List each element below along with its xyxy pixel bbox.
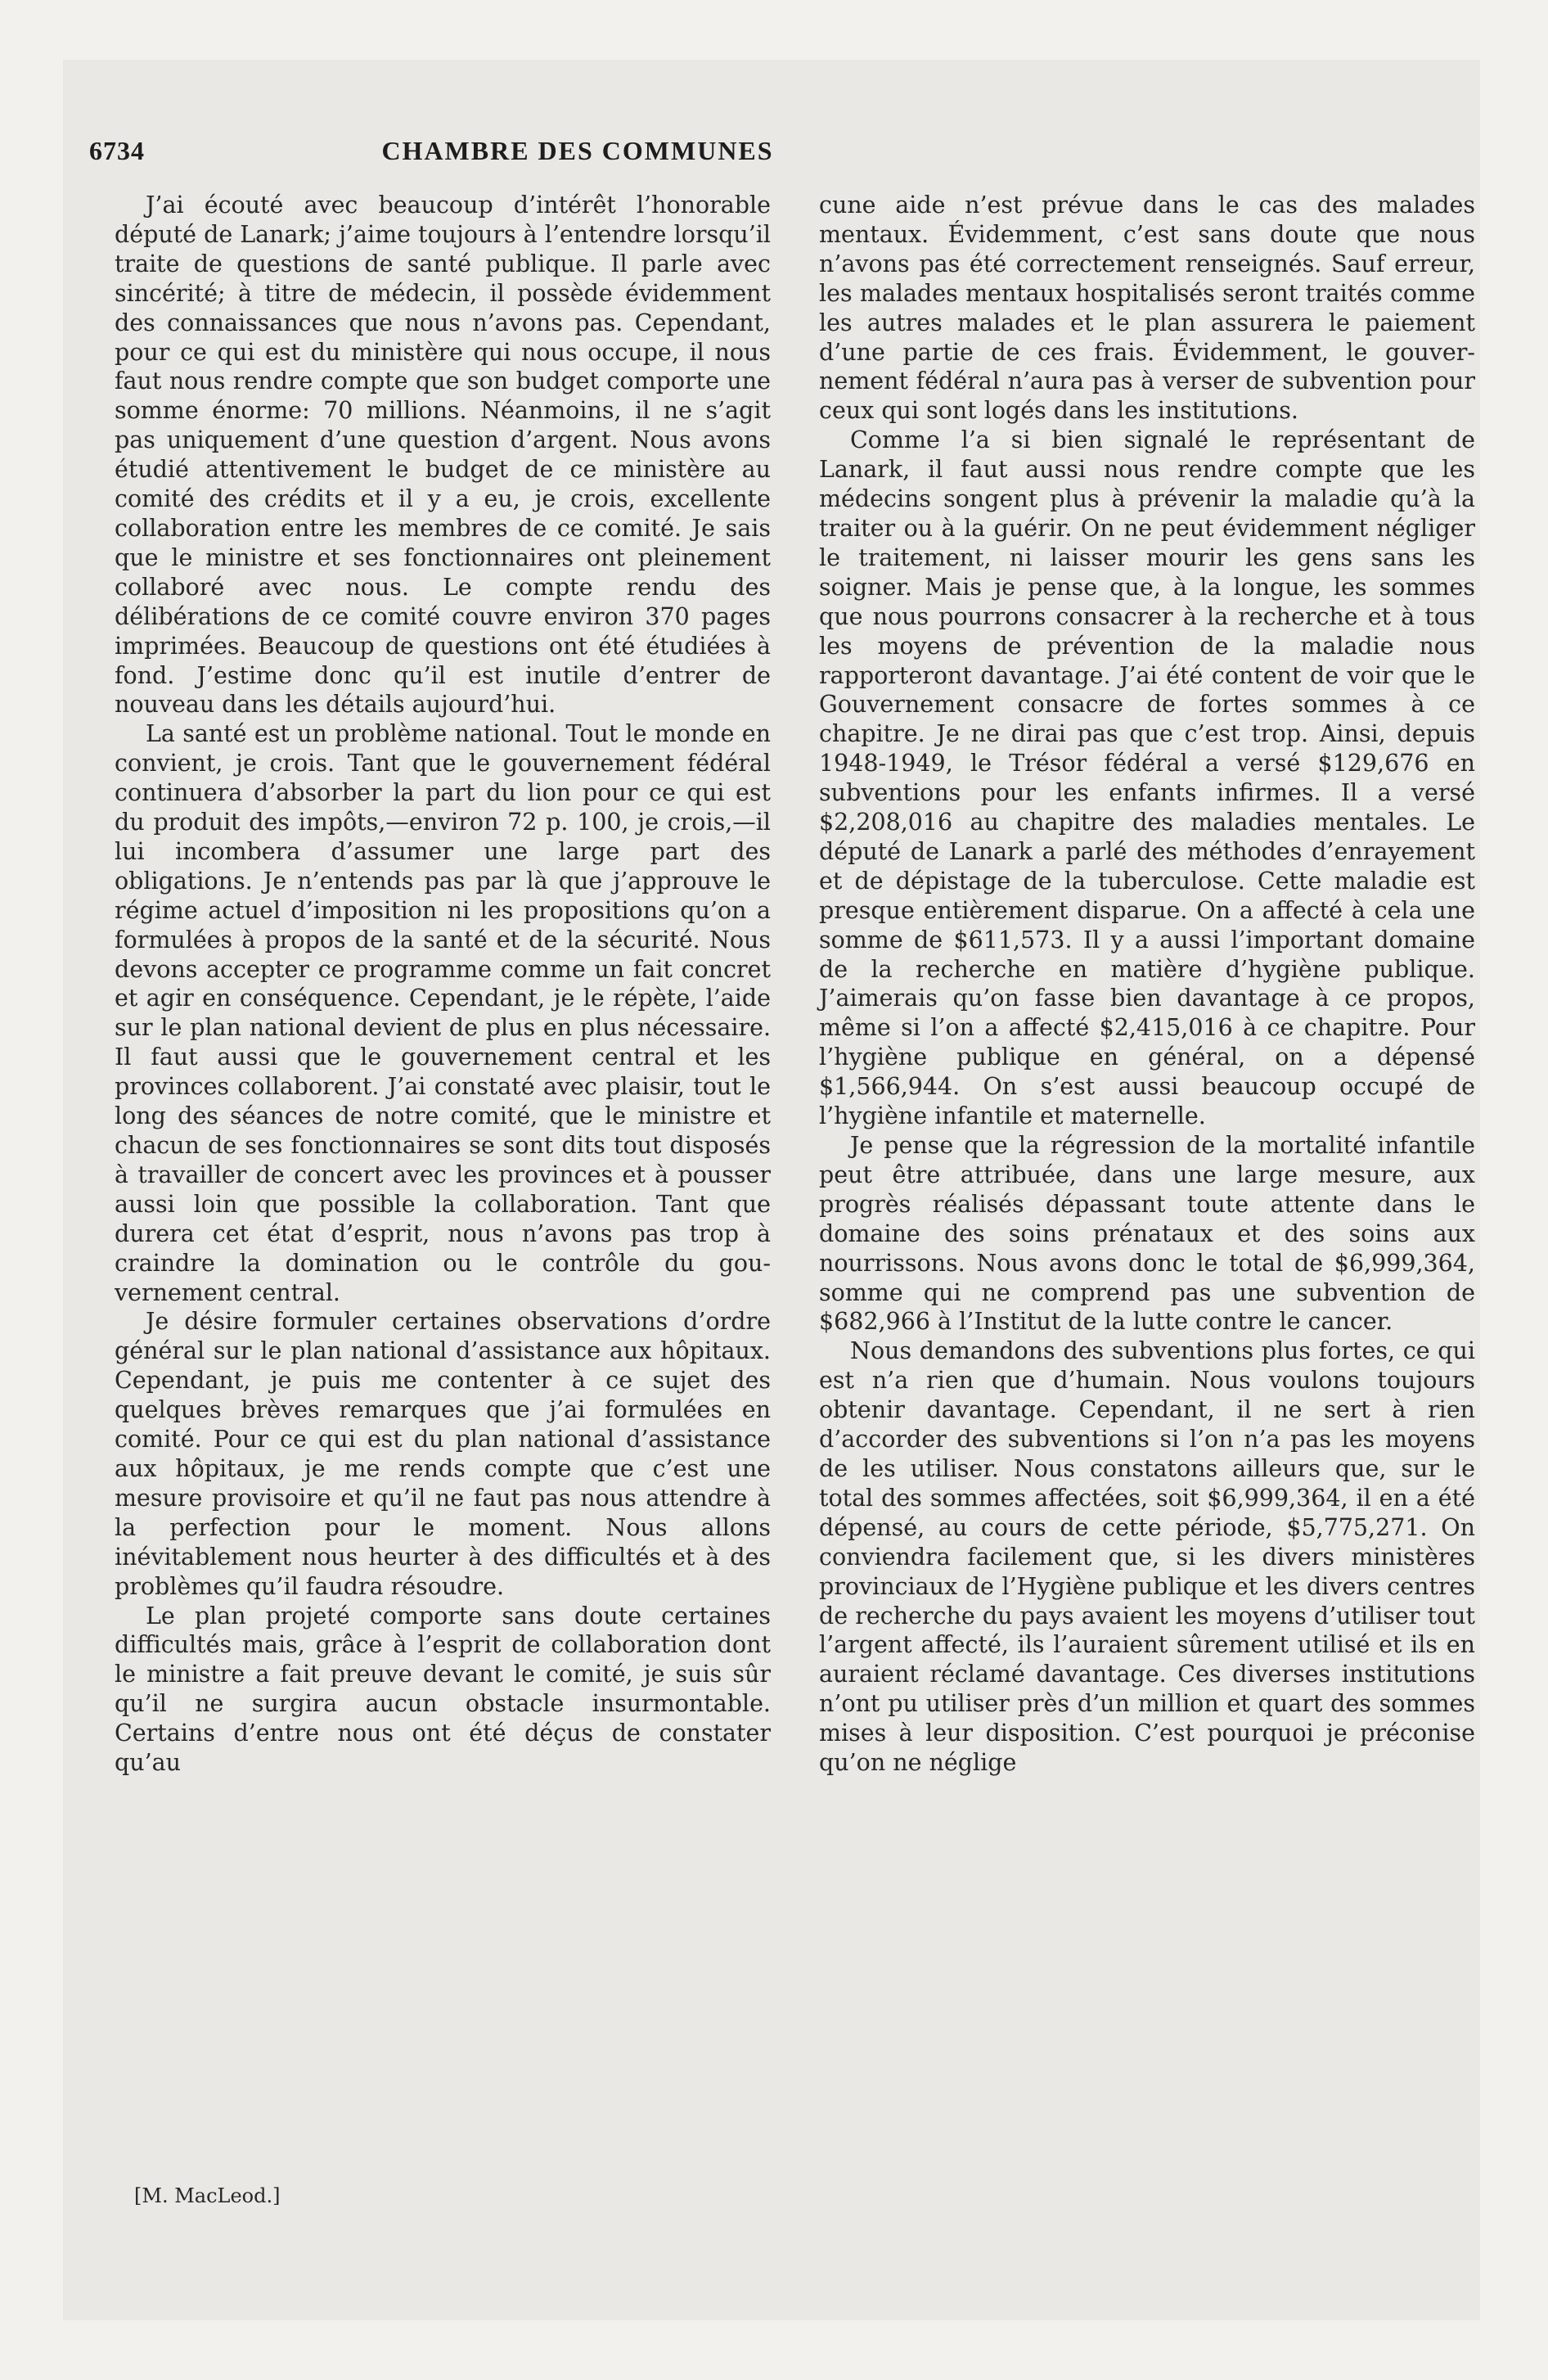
paragraph: Nous demandons des subventions plus fortes, ce qui est n’a rien que d’humain. Nous voulons toujours obtenir davantage. Cependant, il ne sert à rien d’accorder des subventions si l’on n’a pas les moyens de les utiliser. Nous constatons ailleurs que, sur le total des sommes affectées, soit $6,999,364, il en a été dépensé, au cours de cette période, $5,775,271. On conviendra facilement que, si les divers ministères provinciaux de l’Hygiène publique et les divers centres de recherche du pays avaient les moyens d’utiliser tout l’argent affecté, ils l’auraient sûrement utilisé et ils en auraient réclamé davantage. Ces diverses institutions n’ont pu utiliser près d’un million et quart des sommes mises à leur disposition. C’est pourquoi je préconise qu’on ne néglige	[819, 1337, 1475, 1777]
page-sheet	[63, 60, 1480, 2320]
right-column	[819, 191, 1475, 1778]
paragraph: Comme l’a si bien signalé le représentant de Lanark, il faut aussi nous rendre compte que les médecins songent plus à prévenir la maladie qu’à la traiter ou à la guérir. On ne peut évidemment négliger le traitement, ni laisser mourir les gens sans les soigner. Mais je pense que, à la longue, les sommes que nous pourrons consacrer à la recherche et à tous les moyens de prévention de la maladie nous rapporteront davantage. J’ai été content de voir que le Gouvernement consacre de fortes sommes à ce chapitre. Je ne dirai pas que c’est trop. Ainsi, depuis 1948-1949, le Trésor fédéral a versé $129,676 en subventions pour les enfants infirmes. Il a versé $2,208,016 au chapitre des maladies mentales. Le député de Lanark a parlé des méthodes d’enrayement et de dépistage de la tuberculose. Cette maladie est presque entièrement disparue. On a affecté à cela une somme de $611,573. Il y a aussi l’important domaine de la recherche en matière d’hygiène publique. J’aimerais qu’on fasse bien davantage à ce propos, même si l’on a affecté $2,415,016 à ce chapitre. Pour l’hygiène publique en général, on a dépensé $1,566,944. On s’est aussi beaucoup occupé de l’hygiène infantile et maternelle.	[819, 426, 1475, 1130]
page-number: 6734	[89, 136, 145, 165]
paragraph: La santé est un problème national. Tout le monde en convient, je crois. Tant que le gouvernement fédéral continuera d’absorber la part du lion pour ce qui est du produit des impôts,—environ 72 p. 100, je crois,—il lui incombera d’assumer une large part des obligations. Je n’entends pas par là que j’approuve le régime actuel d’imposition ni les propositions qu’on a formulées à propos de la santé et de la sécurité. Nous devons accepter ce programme comme un fait concret et agir en conséquence. Cependant, je le répète, l’aide sur le plan national devient de plus en plus nécessaire. Il faut aussi que le gouvernement central et les provinces collaborent. J’ai constaté avec plaisir, tout le long des séances de notre comité, que le ministre et chacun de ses fonctionnaires se sont dits tout disposés à travailler de concert avec les provinces et à pousser aussi loin que possible la collaboration. Tant que durera cet état d’esprit, nous n’avons pas trop à craindre la domination ou le contrôle du gouvernement central.	[115, 720, 771, 1306]
left-column	[115, 191, 771, 1778]
paragraph: Je désire formuler certaines observations d’ordre général sur le plan national d’assistance aux hôpitaux. Cependant, je puis me contenter à ce sujet des quelques brèves remarques que j’ai formulées en comité. Pour ce qui est du plan national d’assistance aux hôpitaux, je me rends compte que c’est une mesure provisoire et qu’il ne faut pas nous attendre à la perfection pour le moment. Nous allons inévitablement nous heurter à des difficultés et à des problèmes qu’il faudra résoudre.	[115, 1308, 771, 1600]
paragraph: Je pense que la régression de la mortalité infantile peut être attribuée, dans une large mesure, aux progrès réalisés dépassant toute attente dans le domaine des soins prénataux et des soins aux nourrissons. Nous avons donc le total de $6,999,364, somme qui ne comprend pas une subvention de $682,966 à l’Institut de la lutte contre le cancer.	[819, 1132, 1475, 1336]
paragraph-continued: cune aide n’est prévue dans le cas des malades mentaux. Évidemment, c’est sans doute que nous n’avons pas été correctement renseignés. Sauf erreur, les malades mentaux hospitalisés seront traités comme les autres malades et le plan assurera le paiement d’une partie de ces frais. Évidemment, le gouvernement fédéral n’aura pas à verser de subvention pour ceux qui sont logés dans les institutions.	[819, 192, 1475, 425]
running-head	[89, 136, 991, 172]
journal-title: CHAMBRE DES COMMUNES	[381, 136, 774, 165]
paragraph: Le plan projeté comporte sans doute certaines difficultés mais, grâce à l’esprit de collaboration dont le ministre a fait preuve devant le comité, je suis sûr qu’il ne surgira aucun obstacle insurmontable. Certains d’entre nous ont été déçus de constater qu’au	[115, 1602, 771, 1777]
paragraph: J’ai écouté avec beaucoup d’intérêt l’honorable député de Lanark; j’aime toujours à l’entendre lorsqu’il traite de questions de santé publique. Il parle avec sincérité; à titre de médecin, il possède évidemment des connaissances que nous n’avons pas. Cependant, pour ce qui est du ministère qui nous occupe, il nous faut nous rendre compte que son budget comporte une somme énorme: 70 millions. Néanmoins, il ne s’agit pas uniquement d’une question d’argent. Nous avons étudié attentivement le budget de ce ministère au comité des crédits et il y a eu, je crois, excellente collaboration entre les membres de ce comité. Je sais que le ministre et ses fonctionnaires ont pleinement collaboré avec nous. Le compte rendu des délibérations de ce comité couvre environ 370 pages imprimées. Beaucoup de questions ont été étudiées à fond. J’estime donc qu’il est inutile d’entrer de nouveau dans les détails aujourd’hui.	[115, 192, 771, 719]
speaker-attribution: [M. MacLeod.]	[134, 2184, 281, 2207]
